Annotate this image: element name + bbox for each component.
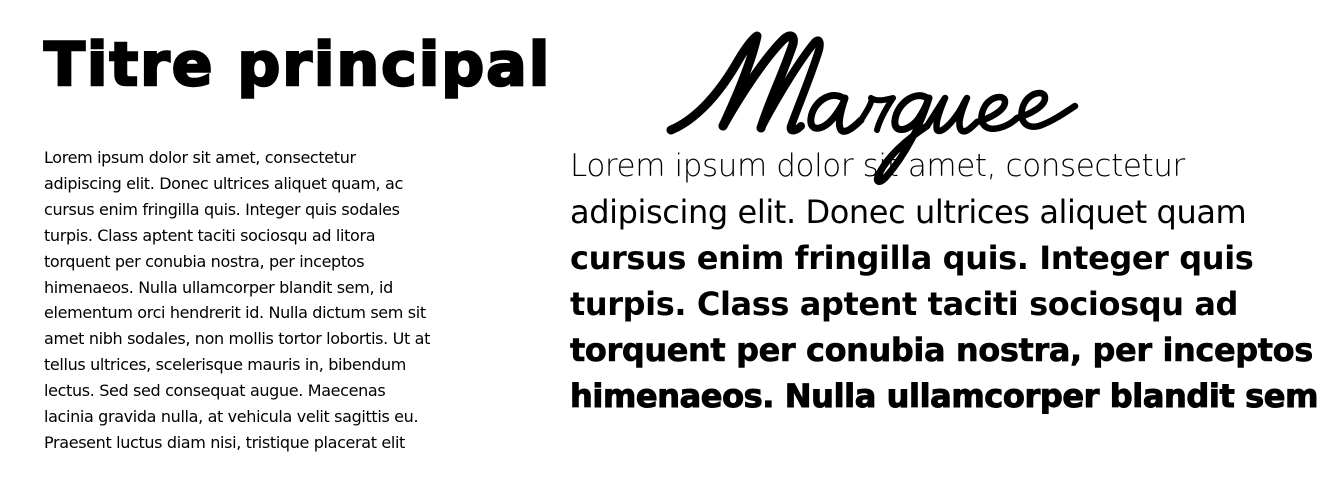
weight-line-medium: cursus enim fringilla quis. Integer quis [570,239,1254,277]
weight-line-regular: adipiscing elit. Donec ultrices aliquet quam [570,193,1247,231]
weight-line-light: Lorem ipsum dolor sit amet, consectetur [570,148,1185,184]
body-paragraph: Lorem ipsum dolor sit amet, consectetur adipiscing elit. Donec ultrices aliquet quam, ac cursus enim fringilla quis. Integer quis sodales turpis. Class aptent taciti sociosqu ad litora torquent per conubia nostra, per inceptos himenaeos. Nulla ullamcorper blandit sem, id elementum orci hendrerit id. Nulla dictum sem sit amet nibh sodales, non mollis tortor lobortis. Ut at tellus ultrices, scelerisque mauris in, bibendum lectus. Sed sed consequat augue. Maecenas lacinia gravida nulla, at vehicula velit sagittis eu. Praesent luctus diam nisi, tristique placerat elit [44,148,431,452]
weight-line-black: himenaeos. Nulla ullamcorper blandit sem [570,377,1318,415]
script-lettering-graphic [665,28,1085,188]
script-logotype [665,28,1000,188]
script-logotype-text [665,28,666,29]
weight-line-bold: turpis. Class aptent taciti sociosqu ad [570,285,1239,323]
page-title: Titre principal [44,30,552,100]
weight-line-extrabold: torquent per conubia nostra, per inceptos [570,331,1313,369]
